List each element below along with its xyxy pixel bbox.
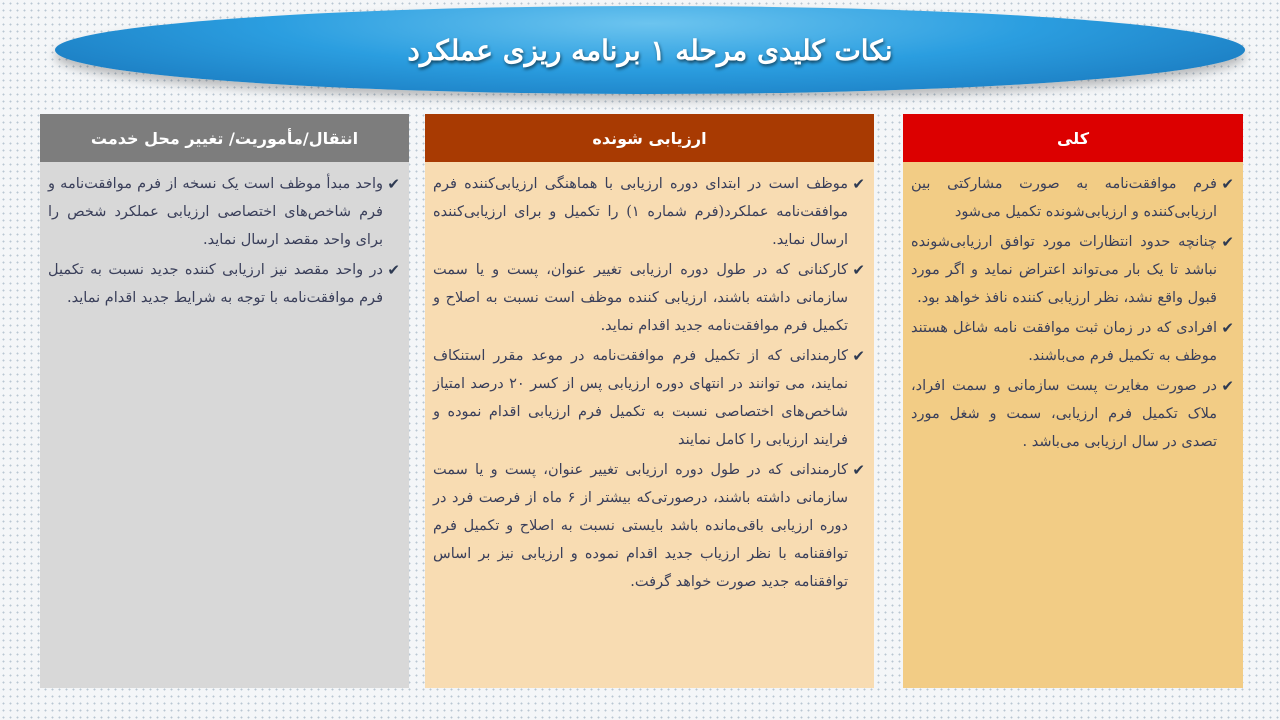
transfer-header: انتقال/مأموریت/ تغییر محل خدمت [40,114,409,162]
checkmark-icon: ✔ [1221,233,1234,251]
transfer-item [48,256,400,312]
evaluatee-item-text: کارمندانی که از تکمیل فرم موافقت‌نامه در موعد مقرر استنکاف نمایند، می توانند در انتهای دوره ارزیابی پس از کسر ۲۰ درصد امتیاز شاخص‌های اختصاصی نسبت به تکمیل فرم ارزیابی اقدام نموده و فرایند ارزیابی را کامل نمایند [433,348,848,448]
general-body [903,162,1243,688]
checkmark-icon: ✔ [387,175,400,193]
checkmark-icon: ✔ [1221,319,1234,337]
evaluatee-item-text: موظف است در ابتدای دوره ارزیابی با هماهنگی ارزیابی‌کننده فرم موافقت‌نامه عملکرد(فرم شماره ۱) را تکمیل و برای ارزیابی‌کننده ارسال نماید. [433,176,849,248]
transfer-item [48,170,400,254]
evaluatee-item-text: کارکنانی که در طول دوره ارزیابی تغییر عنوان، پست و یا سمت سازمانی داشته باشند، ارزیابی کننده موظف است نسبت به اصلاح و تکمیل فرم موافقت‌نامه جدید اقدام نماید. [433,262,848,334]
checkmark-icon: ✔ [852,461,865,479]
general-item [911,314,1234,370]
checkmark-icon: ✔ [1221,175,1234,193]
general-item-text: در صورت مغایرت پست سازمانی و سمت افراد، ملاک تکمیل فرم ارزیابی، سمت و شغل مورد تصدی در سال ارزیابی می‌باشد . [911,378,1217,450]
checkmark-icon: ✔ [387,261,400,279]
general-item-text: چنانچه حدود انتظارات مورد توافق ارزیابی‌شونده نباشد تا یک بار می‌تواند اعتراض نماید و اگر مورد قبول واقع نشد، نظر ارزیابی کننده نافذ خواهد بود. [911,234,1217,306]
transfer-body [40,162,409,688]
general-item-text: افرادی که در زمان ثبت موافقت نامه شاغل هستند موظف به تکمیل فرم می‌باشند. [911,320,1217,364]
checkmark-icon: ✔ [852,261,865,279]
evaluatee-column [425,114,874,688]
evaluatee-body [425,162,874,688]
checkmark-icon: ✔ [852,175,865,193]
evaluatee-item [433,342,865,454]
evaluatee-item [433,256,865,340]
evaluatee-item-text: کارمندانی که در طول دوره ارزیابی تغییر عنوان، پست و یا سمت سازمانی داشته باشند، درصورتی‌که بیشتر از ۶ ماه از فرصت فرد در دوره ارزیابی باقی‌مانده باشد بایستی نسبت به اصلاح و تکمیل فرم توافقنامه با نظر ارزیاب جدید اقدام نموده و ارزیابی نیز بر اساس توافقنامه جدید صورت خواهد گرفت. [433,462,848,590]
transfer-item-text: واحد مبدأ موظف است یک نسخه از فرم موافقت‌نامه و فرم شاخص‌های اختصاصی ارزیابی عملکرد شخص را برای واحد مقصد ارسال نماید. [48,176,383,248]
banner-title: نکات کلیدی مرحله ۱ برنامه ریزی عملکرد [407,33,893,67]
transfer-item-text: در واحد مقصد نیز ارزیابی کننده جدید نسبت به تکمیل فرم موافقت‌نامه با توجه به شرایط جدید اقدام نماید. [48,262,383,306]
general-header: کلی [903,114,1243,162]
general-item [911,228,1234,312]
evaluatee-header: ارزیابی شونده [425,114,874,162]
general-item [911,372,1234,456]
evaluatee-item [433,456,865,596]
general-item [911,170,1234,226]
general-item-text: فرم موافقت‌نامه به صورت مشارکتی بین ارزیابی‌کننده و ارزیابی‌شونده تکمیل می‌شود [911,176,1217,220]
transfer-column [40,114,409,688]
title-banner [55,6,1245,94]
general-column [903,114,1243,688]
checkmark-icon: ✔ [1221,377,1234,395]
evaluatee-item [433,170,865,254]
checkmark-icon: ✔ [852,347,865,365]
